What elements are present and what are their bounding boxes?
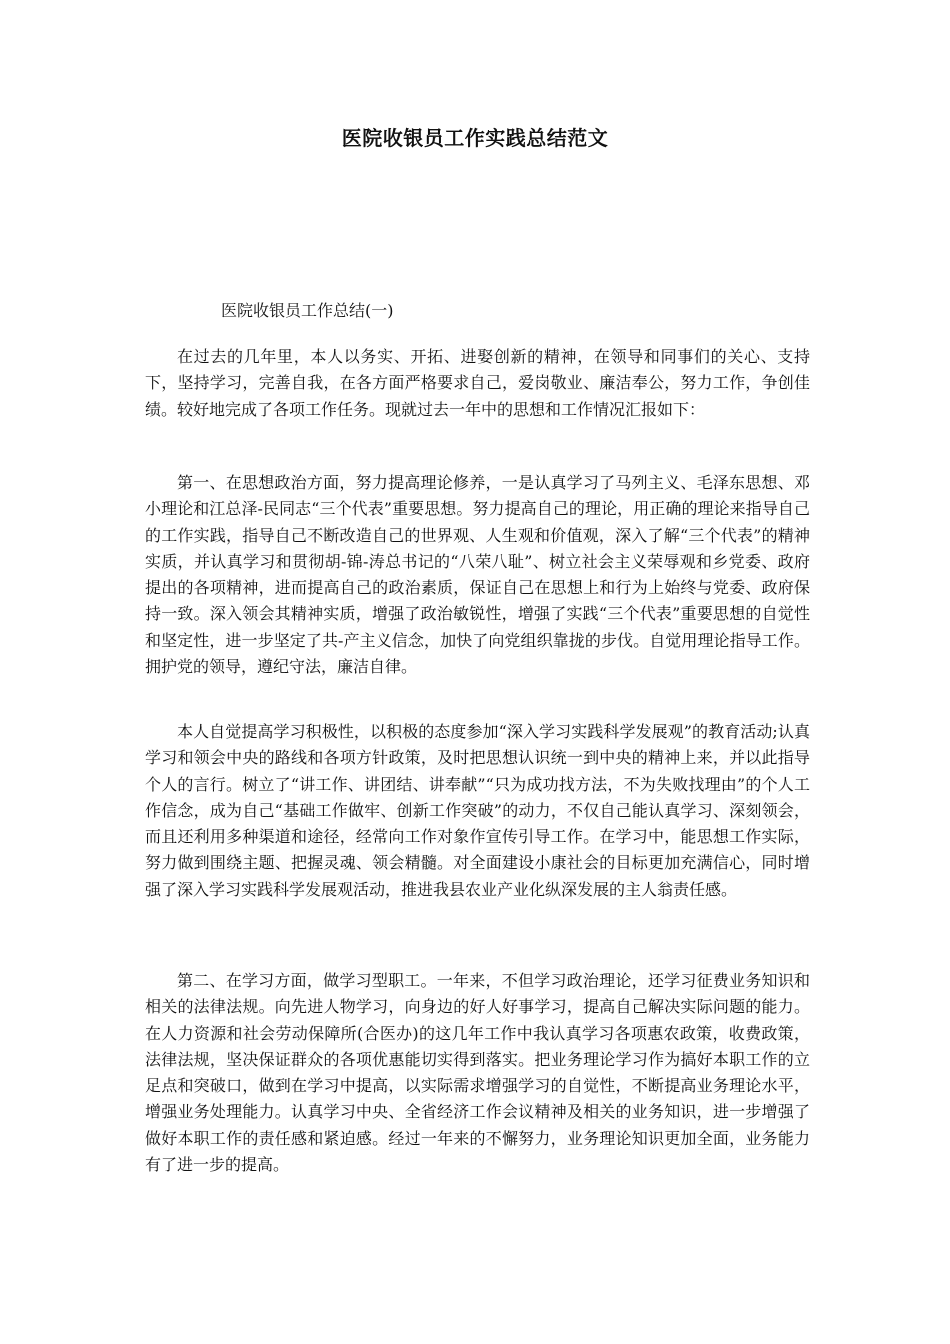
paragraph-political: 第一、在思想政治方面，努力提高理论修养，一是认真学习了马列主义、毛泽东思想、邓小理论和江总泽-民同志“三个代表”重要思想。努力提高自己的理论，用正确的理论来指导自己的工作实践，指导自己不断改造自己的世界观、人生观和价值观，深入了解“三个代表”的精神实质，并认真学习和贯彻胡-锦-涛总书记的“八荣八耻”、树立社会主义荣辱观和乡党委、政府提出的各项精神，进而提高自己的政治素质，保证自己在思想上和行为上始终与党委、政府保持一致。深入领会其精神实质，增强了政治敏锐性，增强了实践“三个代表”重要思想的自觉性和坚定性，进一步坚定了共-产主义信念，加快了向党组织靠拢的步伐。自觉用理论指导工作。拥护党的领导，遵纪守法，廉洁自律。 — [145, 473, 810, 677]
paragraph-learning: 第二、在学习方面，做学习型职工。一年来，不但学习政治理论，还学习征费业务知识和相关的法律法规。向先进人物学习，向身边的好人好事学习，提高自己解决实际问题的能力。在人力资源和社会劳动保障所(合医办)的这几年工作中我认真学习各项惠农政策，收费政策，法律法规，坚决保证群众的各项优惠能切实得到落实。把业务理论学习作为搞好本职工作的立足点和突破口，做到在学习中提高，以实际需求增强学习的自觉性，不断提高业务理论水平，增强业务处理能力。认真学习中央、全省经济工作会议精神及相关的业务知识，进一步增强了做好本职工作的责任感和紧迫感。经过一年来的不懈努力，业务理论知识更加全面，业务能力有了进一步的提高。 — [145, 971, 810, 1175]
document-title: 医院收银员工作实践总结范文 — [341, 126, 609, 150]
paragraph-intro: 在过去的几年里，本人以务实、开拓、进娶创新的精神，在领导和同事们的关心、支持下，坚持学习，完善自我，在各方面严格要求自己，爱岗敬业、廉洁奉公，努力工作，争创佳绩。较好地完成了各项工作任务。现就过去一年中的思想和工作情况汇报如下： — [145, 347, 810, 419]
section-heading: 医院收银员工作总结(一) — [221, 301, 394, 320]
paragraph-study-activity: 本人自觉提高学习积极性，以积极的态度参加“深入学习实践科学发展观”的教育活动;认真学习和领会中央的路线和各项方针政策，及时把思想认识统一到中央的精神上来，并以此指导个人的言行。树立了“讲工作、讲团结、讲奉献”“只为成功找方法，不为失败找理由”的个人工作信念，成为自己“基础工作做牢、创新工作突破”的动力，不仅自己能认真学习、深刻领会，而且还利用多种渠道和途径，经常向工作对象作宣传引导工作。在学习中，能思想工作实际，努力做到围绕主题、把握灵魂、领会精髓。对全面建设小康社会的目标更加充满信心，同时增强了深入学习实践科学发展观活动，推进我县农业产业化纵深发展的主人翁责任感。 — [145, 722, 810, 899]
